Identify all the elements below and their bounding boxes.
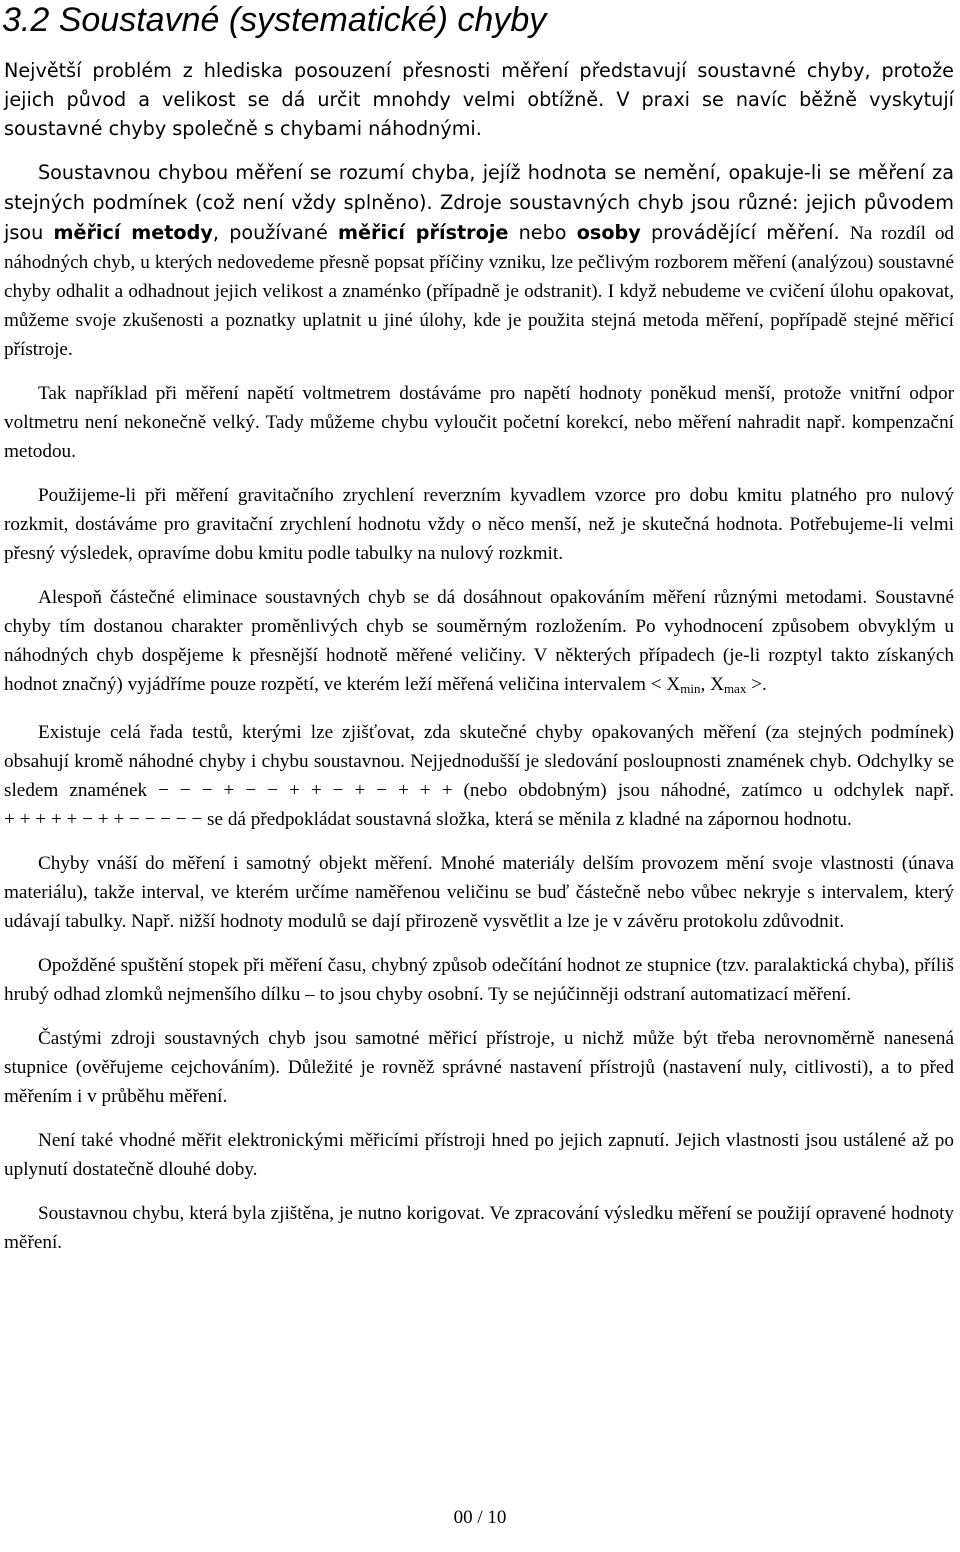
bold-persons: osoby <box>576 221 641 244</box>
analysis-text: Na rozdíl od náhodných chyb, u kterých nedovedeme přesně popsat příčiny vzniku, lze pečlivým rozborem měření (analýzou) soustavné chyby odhalit a odhadnout jejich velikost a znaménko (případně je odstranit). I když nebudeme ve cvičení úlohu opakovat, můžeme svoje zkušenosti a poznatky uplatnit u jiné úlohy, kde je použita stejná metoda měření, popřípadě stejné měřicí přístroje. <box>4 223 955 360</box>
subscript-min: min <box>680 681 701 696</box>
paragraph-tests <box>4 718 954 834</box>
subscript-max: max <box>723 681 747 696</box>
paragraph-object: Chyby vnáší do měření i samotný objekt měření. Mnohé materiály delším provozem mění svoje vlastnosti (únava materiálu), takže interval, ve kterém určíme naměřenou veličinu se buď částečně nebo vůbec nekryje s intervalem, který udávají tabulky. Např. nižší hodnoty modulů se dají přirozeně vysvětlit a lze je v závěru protokolu zdůvodnit. <box>4 853 954 932</box>
paragraph-personal-errors: Opožděné spuštění stopek při měření času, chybný způsob odečítání hodnot ze stupnice (tzv. paralaktická chyba), příliš hrubý odhad zlomků nejmenšího dílku – to jsou chyby osobní. Ty se nejúčinněji odstraní automatizací měření. <box>4 955 954 1005</box>
paragraph-instruments: Častými zdroji soustavných chyb jsou samotné měřicí přístroje, u nichž může být třeba nerovnoměrně nanesená stupnice (ověřujeme cejchováním). Důležité je rovněž správné nastavení přístrojů (nastavení nuly, citlivosti), a to před měřením i v průběhu měření. <box>4 1028 954 1107</box>
paragraph-correction: Soustavnou chybu, která byla zjištěna, je nutno korigovat. Ve zpracování výsledku měření se použijí opravené hodnoty měření. <box>4 1203 954 1253</box>
sign-sequence-systematic: + + + + + − + + − − − − − <box>4 809 203 830</box>
definition-text: Soustavnou chybou měření se rozumí chyba, jejíž hodnota se nemění, opakuje-li se měření za stejných podmínek (což není vždy splněno). <box>4 161 954 214</box>
elimination-text: Alespoň částečné eliminace soustavných chyb se dá dosáhnout opakováním měření různými metodami. Soustavné chyby tím dostanou charakter proměnlivých chyb se souměrným rozložením. Po vyhodnocení způsobem obvyklým u náhodných chyb dospějeme k přesnější hodnotě měřené veličiny. V některých případech (je-li rozptyl takto získaných hodnot značný) vyjádříme pouze rozpětí, ve kterém leží měřená veličina intervalem <box>4 587 954 695</box>
tests-text-2: (nebo obdobným) jsou náhodné, zatímco u odchylek např. <box>452 780 954 801</box>
interval-formula: < $X_{min}$, $X_{max}$ >. <box>650 674 767 696</box>
paragraph-definition <box>4 158 954 364</box>
section-title: 3.2 Soustavné (systematické) chyby <box>2 1 547 39</box>
sources-text-3: nebo <box>508 221 577 244</box>
document-body <box>4 56 954 1257</box>
paragraph-elimination <box>4 583 954 703</box>
sources-text-2: , používané <box>212 221 338 244</box>
sources-text-4: provádějící měření. <box>640 221 850 244</box>
paragraph-pendulum: Použijeme-li při měření gravitačního zrychlení reverzním kyvadlem vzorce pro dobu kmitu platného pro nulový rozkmit, dostáváme pro gravitační zrychlení hodnotu vždy o něco menší, než je skutečná hodnota. Potřebujeme-li velmi přesný výsledek, opravíme dobu kmitu podle tabulky na nulový rozkmit. <box>4 485 954 564</box>
paragraph-electronics: Není také vhodné měřit elektronickými měřicími přístroji hned po jejich zapnutí. Jejich vlastnosti jsou ustálené až po uplynutí dostatečně dlouhé doby. <box>4 1130 954 1180</box>
tests-text: Existuje celá řada testů, kterými lze zjišťovat, zda skutečné chyby opakovaných měření (za stejných podmínek) obsahují kromě náhodné chyby i chybu soustavnou. Nejjednodušší je sledování posloupnosti znamének chyb. Odchylky se sledem znamének <box>4 722 954 801</box>
tests-text-3: se dá předpokládat soustavná složka, která se měnila z kladné na zápornou hodnotu. <box>202 809 852 830</box>
sign-sequence-random: − − − + − − + + − + − + + + <box>158 780 453 801</box>
bold-methods: měřicí metody <box>53 221 213 244</box>
sources-text: Zdroje soustavných chyb jsou různé: jejich původem jsou <box>4 191 954 244</box>
page-number: 00 / 10 <box>453 1507 507 1528</box>
paragraph-intro: Největší problém z hlediska posouzení přesnosti měření představují soustavné chyby, protože jejich původ a velikost se dá určit mnohdy velmi obtížně. V praxi se navíc běžně vyskytují soustavné chyby společně s chybami náhodnými. <box>4 59 954 140</box>
paragraph-voltmeter: Tak například při měření napětí voltmetrem dostáváme pro napětí hodnoty poněkud menší, protože vnitřní odpor voltmetru není nekonečně velký. Tady můžeme chybu vyloučit početní korekcí, nebo měření nahradit např. kompenzační metodou. <box>4 383 954 462</box>
bold-instruments: měřicí přístroje <box>338 221 509 244</box>
